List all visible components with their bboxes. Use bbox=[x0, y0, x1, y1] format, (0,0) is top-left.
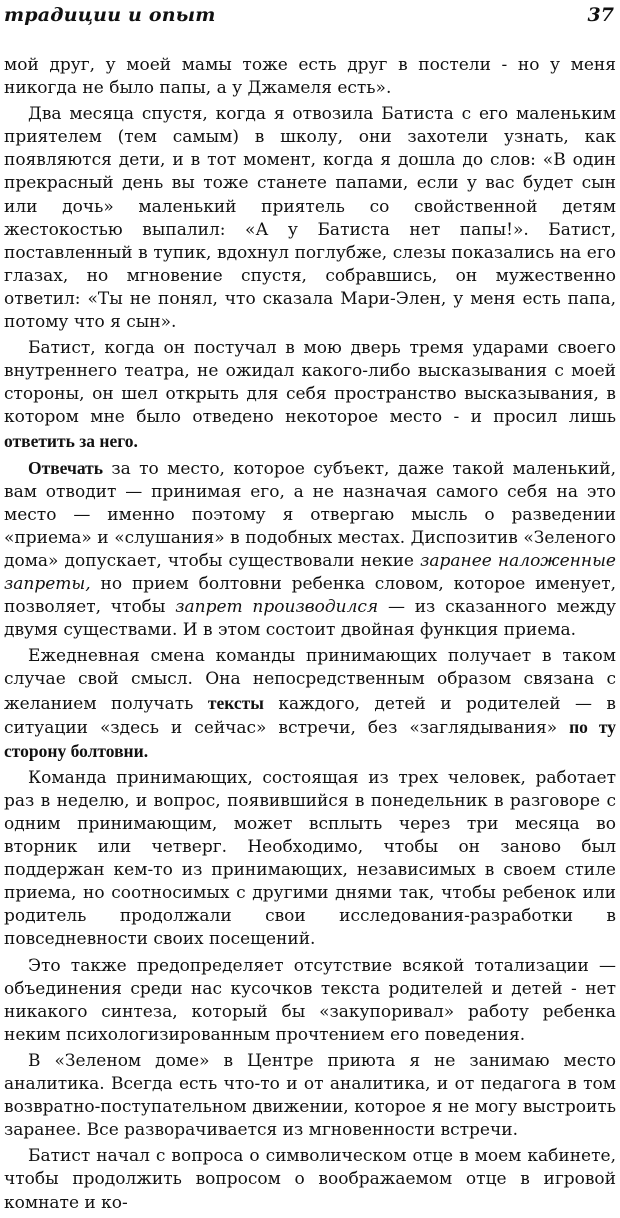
paragraph bbox=[4, 955, 616, 1047]
text-run: — из сказанного между двумя существами. И в этом состоит двойная функция приема. bbox=[4, 597, 616, 641]
bold-text: по ту сторону болтовни. bbox=[4, 716, 616, 761]
bold-text: Отвечать bbox=[28, 457, 104, 478]
text-run: Команда принимающих, состоящая из трех человек, работает раз в неделю, и вопрос, появившийся в понедельник в разговоре с одним принимающим, может всплыть через три месяца во вторник или четверг. Необходимо, чтобы он заново был поддержан кем-то из принимающих, независимых в своем стиле приема, но соотносимых с другими днями так, чтобы ребенок или родитель продолжали свои исследования-разработки в повседневности своих посещений. bbox=[4, 767, 616, 950]
text-run: В «Зеленом доме» в Центре приюта я не занимаю место аналитика. Всегда есть что-то и от аналитика, и от педагога в том возвратно-поступательном движении, которое я не могу выстроить заранее. Все разворачивается из мгновенности встречи. bbox=[4, 1050, 616, 1141]
paragraph bbox=[4, 103, 616, 334]
text-run: мой друг, у моей мамы тоже есть друг в постели - но у меня никогда не было папы, а у Джамеля есть». bbox=[4, 55, 616, 99]
paragraph bbox=[4, 54, 616, 100]
italic-text: запрет производился bbox=[175, 597, 379, 618]
text-run: за то место, которое субъект, даже такой маленький, вам отводит — принимая его, а не назначая самого себя на это место — именно поэтому я отвергаю мысль о разведении «приема» и «слушания» в подобных местах. Диспозитив «Зеленого дома» допускает, чтобы существовали некие bbox=[4, 458, 616, 571]
text-run: Батист начал с вопроса о символическом отце в моем кабинете, чтобы продолжить вопросом о воображаемом отце в игровой комнате и ко- bbox=[4, 1146, 616, 1213]
text-run: Ежедневная смена команды принимающих получает в таком случае свой смысл. Она непосредственным образом связана с желанием получать bbox=[4, 646, 616, 714]
text-run: но прием болтовни ребенка словом, которое именует, позволяет, чтобы bbox=[4, 574, 616, 618]
italic-text: заранее наложенные запреты, bbox=[4, 550, 616, 595]
paragraph bbox=[4, 1145, 616, 1214]
paragraph bbox=[4, 337, 616, 453]
paragraph bbox=[4, 645, 616, 763]
paragraph bbox=[4, 1050, 616, 1142]
bold-text: ответить за него. bbox=[4, 430, 138, 451]
text-run: Батист, когда он постучал в мою дверь тремя ударами своего внутреннего театра, не ожидал какого-либо высказывания с моей стороны, он шел открыть для себя пространство высказывания, в котором мне было отведено некоторое место - и просил лишь bbox=[4, 338, 616, 428]
running-title: традиции и опыт bbox=[4, 4, 216, 26]
text-run: каждого, детей и родителей — в ситуации «здесь и сейчас» встречи, без «заглядывания» bbox=[4, 693, 616, 738]
paragraph bbox=[4, 457, 616, 643]
text-run: Это также предопределяет отсутствие всякой тотализации — объединения среди нас кусочков текста родителей и детей - нет никакого синтеза, который бы «закупоривал» работу ребенка неким психологизированным прочтением его поведения. bbox=[4, 955, 616, 1045]
paragraph bbox=[4, 767, 616, 952]
page-number: 37 bbox=[587, 4, 614, 26]
bold-text: тексты bbox=[207, 692, 264, 713]
page-header bbox=[4, 4, 614, 28]
text-run: Два месяца спустя, когда я отвозила Батиста с его маленьким приятелем (тем самым) в школу, они захотели узнать, как появляются дети, и в тот момент, когда я дошла до слов: «В один прекрасный день вы тоже станете папами, если у вас будет сын или дочь» маленький приятель со свойственной детям жестокостью выпалил: «А у Батиста нет папы!». Батист, поставленный в тупик, вдохнул поглубже, слезы показались на его глазах, но мгновение спустя, собравшись, он мужественно ответил: «Ты не понял, что сказала Мари-Элен, у меня есть папа, потому что я сын». bbox=[4, 104, 616, 333]
body-text bbox=[4, 54, 616, 1218]
